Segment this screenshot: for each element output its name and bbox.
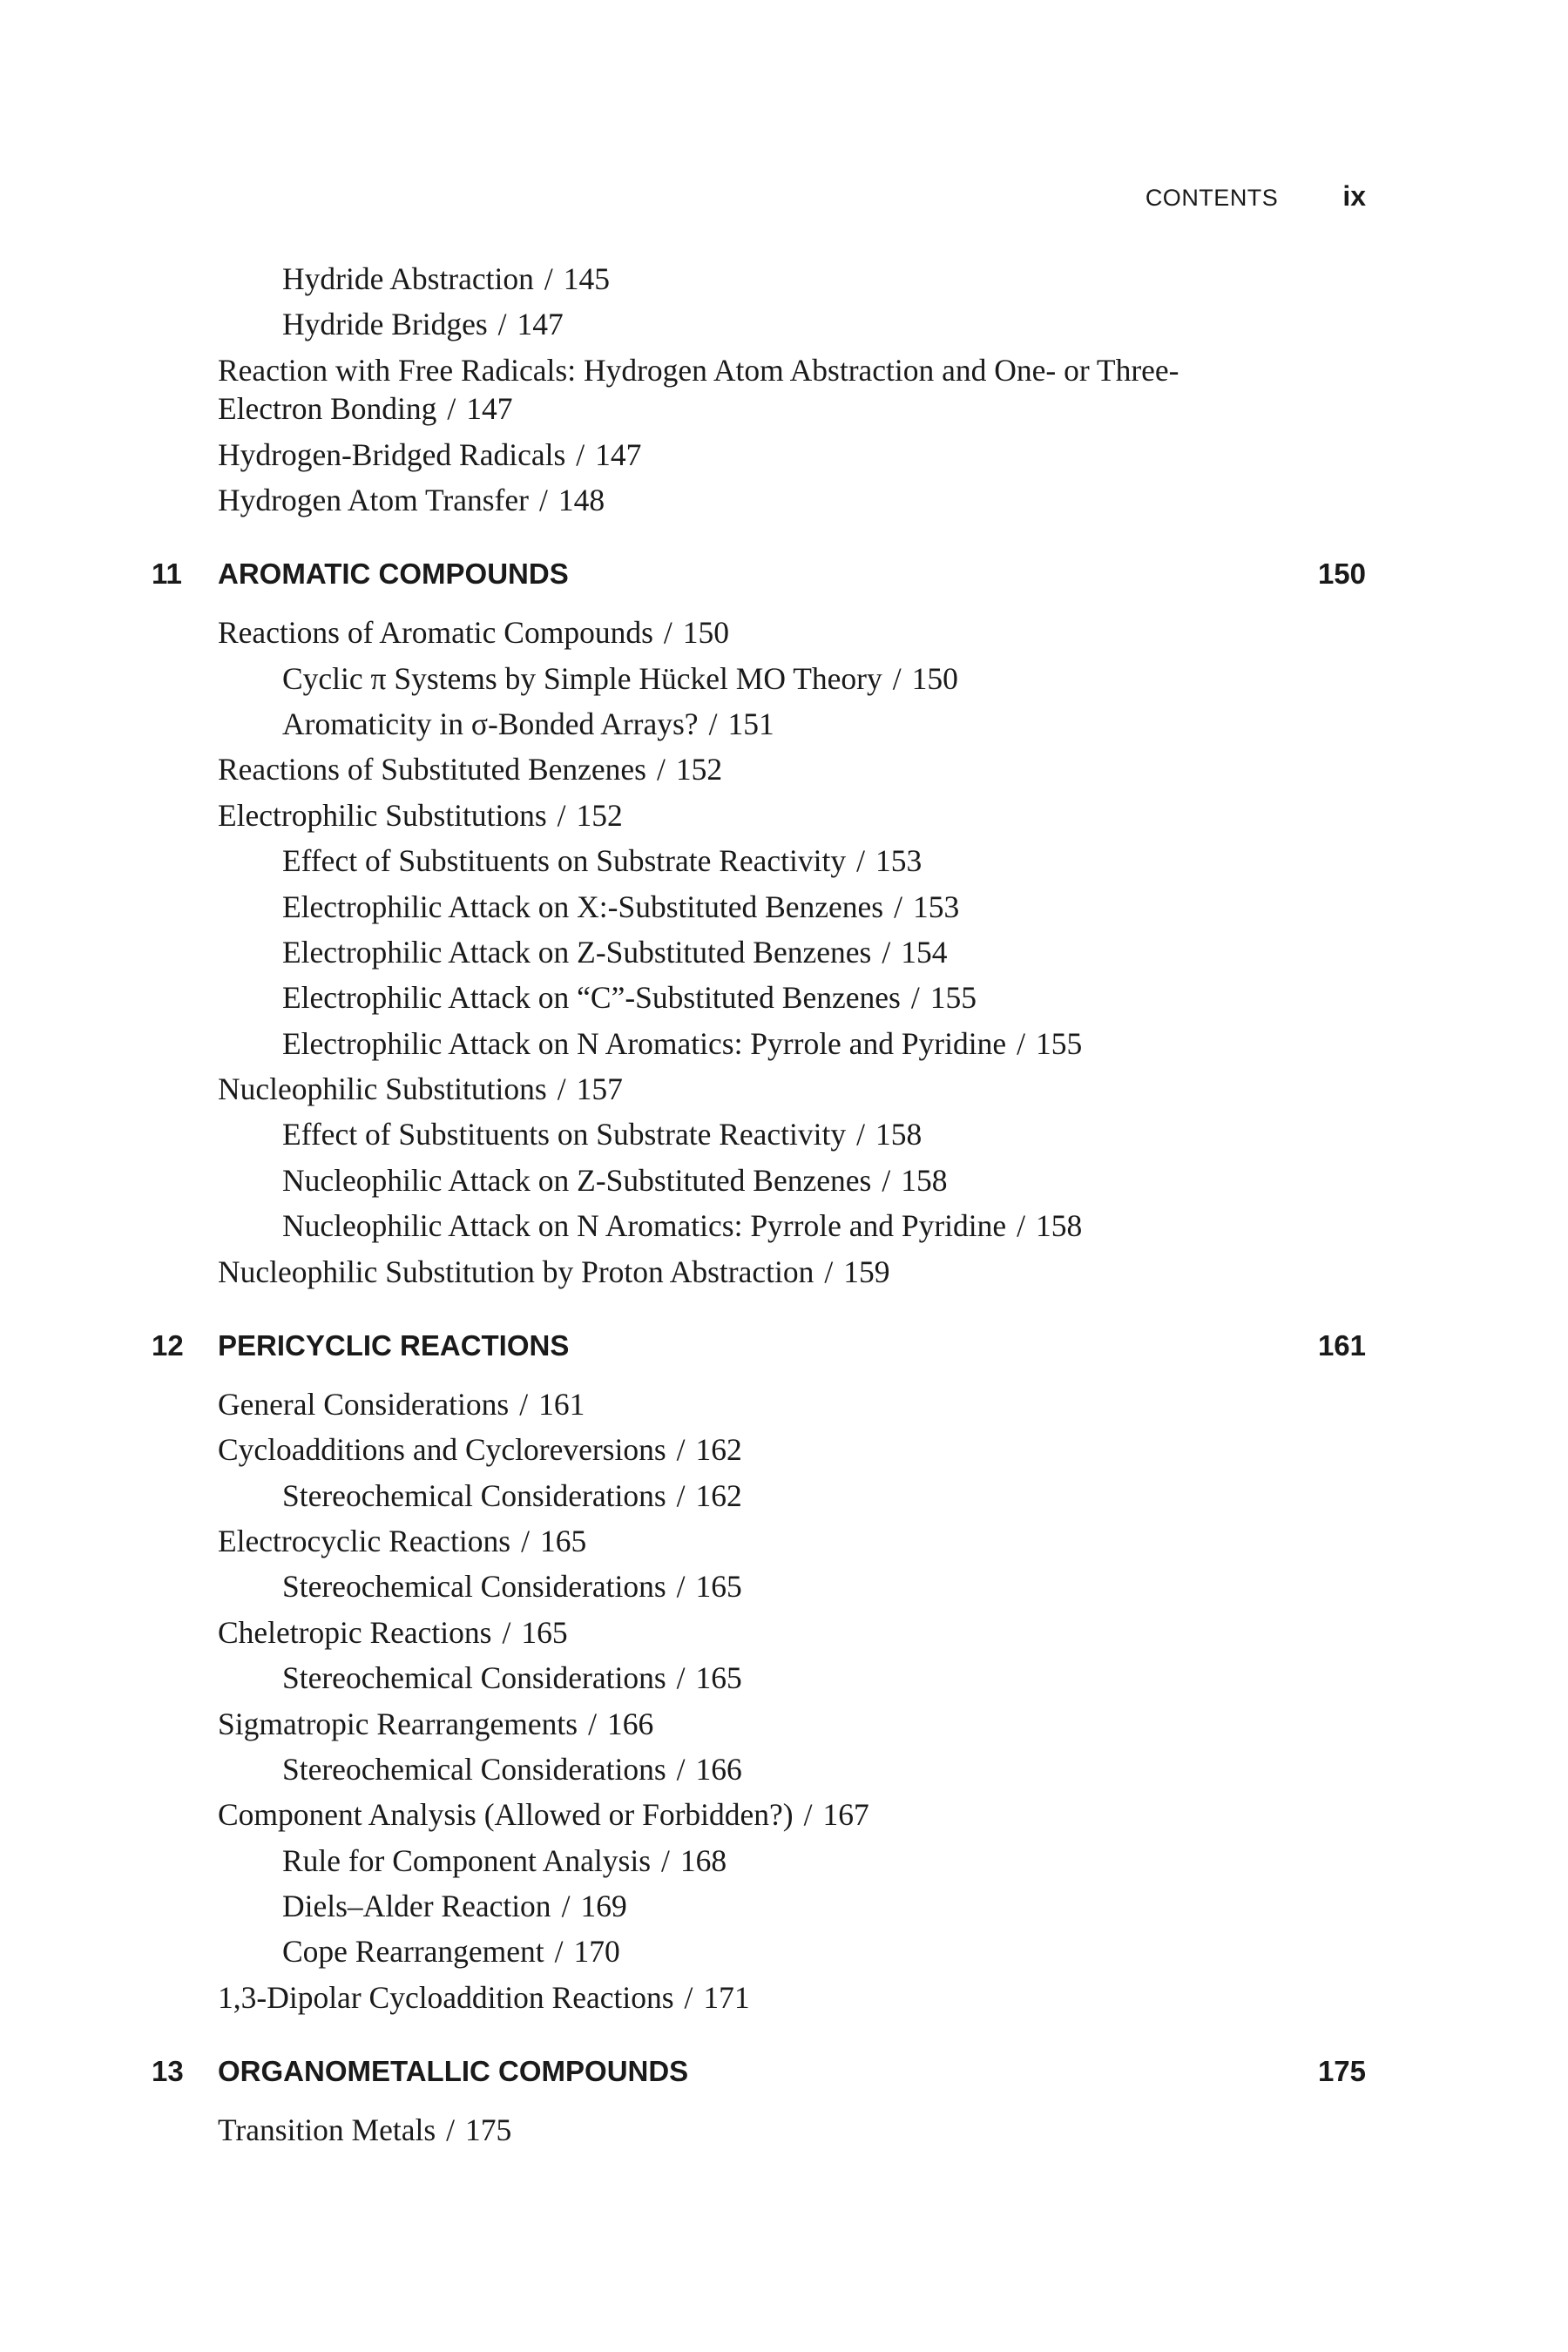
toc-entry[interactable]	[282, 978, 1240, 1017]
toc-entry-separator: /	[544, 261, 553, 296]
toc-entry-page: 158	[875, 1117, 923, 1152]
toc-entry[interactable]	[282, 1024, 1240, 1063]
toc-entry-title: Electrophilic Attack on Z-Substituted Benzenes	[282, 934, 872, 970]
toc-entry-separator: /	[497, 307, 507, 342]
toc-entry-page: 150	[911, 660, 958, 696]
toc-entry[interactable]	[218, 1070, 1228, 1108]
toc-entry-separator: /	[892, 660, 902, 696]
toc-entry-title: Component Analysis (Allowed or Forbidden?)	[218, 1797, 794, 1833]
toc-entry-separator: /	[588, 1706, 597, 1741]
toc-entry-title: Reaction with Free Radicals: Hydrogen Atom Abstraction and One- or Three-Electron Bonding	[218, 352, 1179, 427]
toc-entry-title: Diels–Alder Reaction	[282, 1889, 551, 1923]
toc-entry-separator: /	[708, 706, 718, 741]
toc-entry-page: 161	[538, 1386, 585, 1422]
page-number: ix	[1342, 180, 1366, 212]
toc-entry-separator: /	[1017, 1208, 1026, 1244]
toc-entry-title: Nucleophilic Attack on Z-Substituted Benzenes	[282, 1162, 872, 1198]
toc-entry-page: 165	[521, 1614, 568, 1650]
toc-entry-title: Stereochemical Considerations	[282, 1477, 666, 1513]
toc-entry-title: Stereochemical Considerations	[282, 1751, 666, 1787]
toc-entry-page: 147	[466, 391, 513, 427]
toc-entry[interactable]	[282, 841, 1240, 880]
chapter-title: AROMATIC COMPOUNDS	[218, 558, 569, 591]
toc-entry-title: Transition Metals	[218, 2112, 436, 2148]
toc-entry-title: General Considerations	[218, 1386, 510, 1422]
toc-entry[interactable]	[218, 750, 1228, 788]
toc-entry-page: 165	[539, 1524, 587, 1558]
toc-entry-page: 157	[576, 1071, 623, 1106]
chapter-page: 150	[1317, 558, 1366, 591]
toc-entry-page: 148	[558, 482, 605, 517]
toc-entry-separator: /	[676, 1751, 686, 1787]
toc-entry[interactable]	[218, 1795, 1228, 1834]
toc-entry-separator: /	[557, 797, 566, 833]
toc-entry-separator: /	[446, 2112, 456, 2148]
chapter-title: ORGANOMETALLIC COMPOUNDS	[218, 2055, 689, 2088]
toc-entry-page: 166	[695, 1751, 742, 1787]
toc-entry-page: 165	[695, 1660, 742, 1696]
toc-entry-page: 152	[576, 797, 623, 833]
toc-entry[interactable]	[218, 613, 1228, 652]
toc-entry-separator: /	[676, 1432, 686, 1468]
toc-entry[interactable]	[218, 1430, 1228, 1469]
toc-entry-title: Stereochemical Considerations	[282, 1660, 666, 1696]
toc-entry-separator: /	[676, 1569, 686, 1605]
toc-entry-separator: /	[856, 1117, 865, 1152]
toc-entry-separator: /	[538, 482, 548, 517]
toc-entry-title: Electrocyclic Reactions	[218, 1524, 511, 1558]
chapter-heading[interactable]	[0, 558, 1568, 596]
chapter-number: 11	[152, 558, 182, 591]
toc-entry[interactable]	[282, 1161, 1240, 1200]
toc-entry[interactable]	[282, 1659, 1240, 1697]
toc-entry-page: 154	[901, 934, 948, 970]
toc-entry-separator: /	[521, 1524, 530, 1558]
toc-entry-title: Hydride Abstraction	[282, 261, 534, 296]
toc-entry[interactable]	[218, 1978, 1228, 2017]
toc-entry-separator: /	[882, 934, 891, 970]
toc-entry-title: Cycloadditions and Cycloreversions	[218, 1432, 666, 1468]
toc-entry-page: 153	[875, 843, 923, 879]
toc-entry-page: 165	[695, 1569, 742, 1605]
chapter-heading[interactable]	[0, 2055, 1568, 2093]
toc-entry[interactable]	[282, 659, 1240, 698]
toc-entry-title: Electrophilic Attack on X:-Substituted Benzenes	[282, 889, 884, 924]
toc-entry-title: Cheletropic Reactions	[218, 1614, 492, 1650]
running-header-label: CONTENTS	[1145, 185, 1279, 211]
toc-entry-title: 1,3-Dipolar Cycloaddition Reactions	[218, 1979, 674, 2015]
table-of-contents	[0, 253, 1568, 2157]
toc-entry-title: Rule for Component Analysis	[282, 1842, 652, 1878]
toc-entry[interactable]	[218, 1705, 1228, 1743]
toc-entry-title: Cyclic π Systems by Simple Hückel MO Theory	[282, 660, 882, 696]
toc-entry-page: 175	[465, 2112, 512, 2148]
toc-entry-title: Hydrogen Atom Transfer	[218, 482, 529, 517]
toc-entry[interactable]	[218, 796, 1228, 835]
toc-entry[interactable]	[218, 1522, 1228, 1560]
toc-entry-separator: /	[502, 1614, 511, 1650]
toc-entry[interactable]	[282, 1206, 1240, 1245]
toc-entry-page: 168	[679, 1842, 727, 1878]
chapter-page: 175	[1317, 2055, 1366, 2088]
toc-entry-separator: /	[676, 1660, 686, 1696]
chapter-number: 12	[152, 1328, 184, 1362]
toc-entry[interactable]	[282, 933, 1240, 971]
toc-entry[interactable]	[282, 1115, 1240, 1153]
toc-entry-title: Reactions of Aromatic Compounds	[218, 615, 653, 651]
toc-entry-title: Reactions of Substituted Benzenes	[218, 752, 646, 787]
toc-entry-page: 152	[675, 752, 723, 787]
toc-entry-title: Electrophilic Attack on “C”-Substituted Benzenes	[282, 980, 901, 1016]
chapter-title: PERICYCLIC REACTIONS	[218, 1328, 570, 1362]
toc-entry[interactable]	[282, 1750, 1240, 1788]
toc-entry[interactable]	[282, 1932, 1240, 1970]
toc-entry-page: 170	[573, 1934, 620, 1970]
chapter-page: 161	[1317, 1328, 1366, 1362]
toc-entry-title: Aromaticity in σ-Bonded Arrays?	[282, 706, 699, 741]
toc-entry-separator: /	[676, 1477, 686, 1513]
toc-entry-page: 147	[595, 436, 642, 472]
toc-entry[interactable]	[218, 1385, 1228, 1423]
toc-entry[interactable]	[218, 2111, 1228, 2149]
toc-entry-title: Electrophilic Substitutions	[218, 797, 547, 833]
toc-entry-separator: /	[882, 1162, 891, 1198]
toc-entry-separator: /	[519, 1386, 529, 1422]
toc-entry[interactable]	[282, 1477, 1240, 1515]
toc-entry-separator: /	[910, 980, 920, 1016]
toc-entry-title: Effect of Substituents on Substrate Reactivity	[282, 843, 847, 879]
toc-entry[interactable]	[282, 1567, 1240, 1605]
toc-entry-page: 147	[517, 307, 564, 342]
toc-entry-page: 162	[695, 1432, 742, 1468]
toc-entry-title: Sigmatropic Rearrangements	[218, 1706, 578, 1741]
toc-entry[interactable]	[282, 1842, 1240, 1880]
chapter-number: 13	[152, 2055, 184, 2088]
toc-entry-page: 171	[703, 1979, 750, 2015]
toc-entry-title: Effect of Substituents on Substrate Reactivity	[282, 1117, 847, 1152]
toc-entry-page: 153	[913, 889, 960, 924]
toc-entry-title: Hydride Bridges	[282, 307, 488, 342]
toc-entry-title: Hydrogen-Bridged Radicals	[218, 436, 566, 472]
toc-entry-page: 145	[563, 261, 610, 296]
toc-entry-title: Cope Rearrangement	[282, 1934, 544, 1970]
toc-entry-page: 158	[1036, 1208, 1083, 1244]
toc-entry-separator: /	[856, 843, 865, 879]
toc-entry[interactable]	[282, 260, 1240, 298]
toc-entry[interactable]	[218, 1613, 1228, 1652]
toc-entry-separator: /	[894, 889, 902, 924]
toc-entry-title: Nucleophilic Attack on N Aromatics: Pyrrole and Pyridine	[282, 1208, 1007, 1244]
toc-entry-separator: /	[824, 1254, 834, 1289]
toc-entry-title: Stereochemical Considerations	[282, 1569, 666, 1605]
toc-entry-separator: /	[661, 1842, 670, 1878]
toc-entry[interactable]	[218, 1253, 1228, 1291]
toc-entry-separator: /	[447, 391, 456, 427]
toc-entry-separator: /	[656, 752, 666, 787]
toc-entry-page: 159	[843, 1254, 890, 1289]
toc-entry-title: Electrophilic Attack on N Aromatics: Pyrrole and Pyridine	[282, 1025, 1007, 1061]
toc-entry[interactable]	[282, 1887, 1240, 1925]
toc-entry-separator: /	[576, 436, 585, 472]
toc-entry-separator: /	[561, 1889, 571, 1923]
toc-entry[interactable]	[218, 436, 1228, 474]
toc-entry-title: Nucleophilic Substitutions	[218, 1071, 547, 1106]
toc-entry-separator: /	[554, 1934, 564, 1970]
toc-entry-page: 158	[901, 1162, 948, 1198]
toc-entry[interactable]	[218, 351, 1228, 429]
toc-entry-page: 151	[727, 706, 774, 741]
toc-entry-page: 169	[580, 1889, 627, 1923]
toc-entry[interactable]	[282, 305, 1240, 343]
toc-entry-separator: /	[557, 1071, 566, 1106]
toc-entry-page: 155	[929, 980, 977, 1016]
toc-entry[interactable]	[282, 888, 1240, 926]
toc-entry[interactable]	[282, 705, 1240, 743]
toc-entry-separator: /	[1017, 1025, 1025, 1061]
toc-entry-page: 167	[822, 1797, 869, 1833]
toc-entry-separator: /	[684, 1979, 693, 2015]
toc-entry-page: 155	[1036, 1025, 1083, 1061]
toc-entry-separator: /	[803, 1797, 813, 1833]
chapter-heading[interactable]	[0, 1329, 1568, 1368]
running-header	[1146, 180, 1366, 213]
toc-entry-page: 150	[682, 615, 730, 651]
toc-entry-page: 162	[695, 1477, 742, 1513]
toc-entry-title: Nucleophilic Substitution by Proton Abstraction	[218, 1254, 814, 1289]
toc-entry[interactable]	[218, 481, 1228, 519]
toc-entry-page: 166	[606, 1706, 654, 1741]
toc-entry-separator: /	[663, 615, 672, 651]
